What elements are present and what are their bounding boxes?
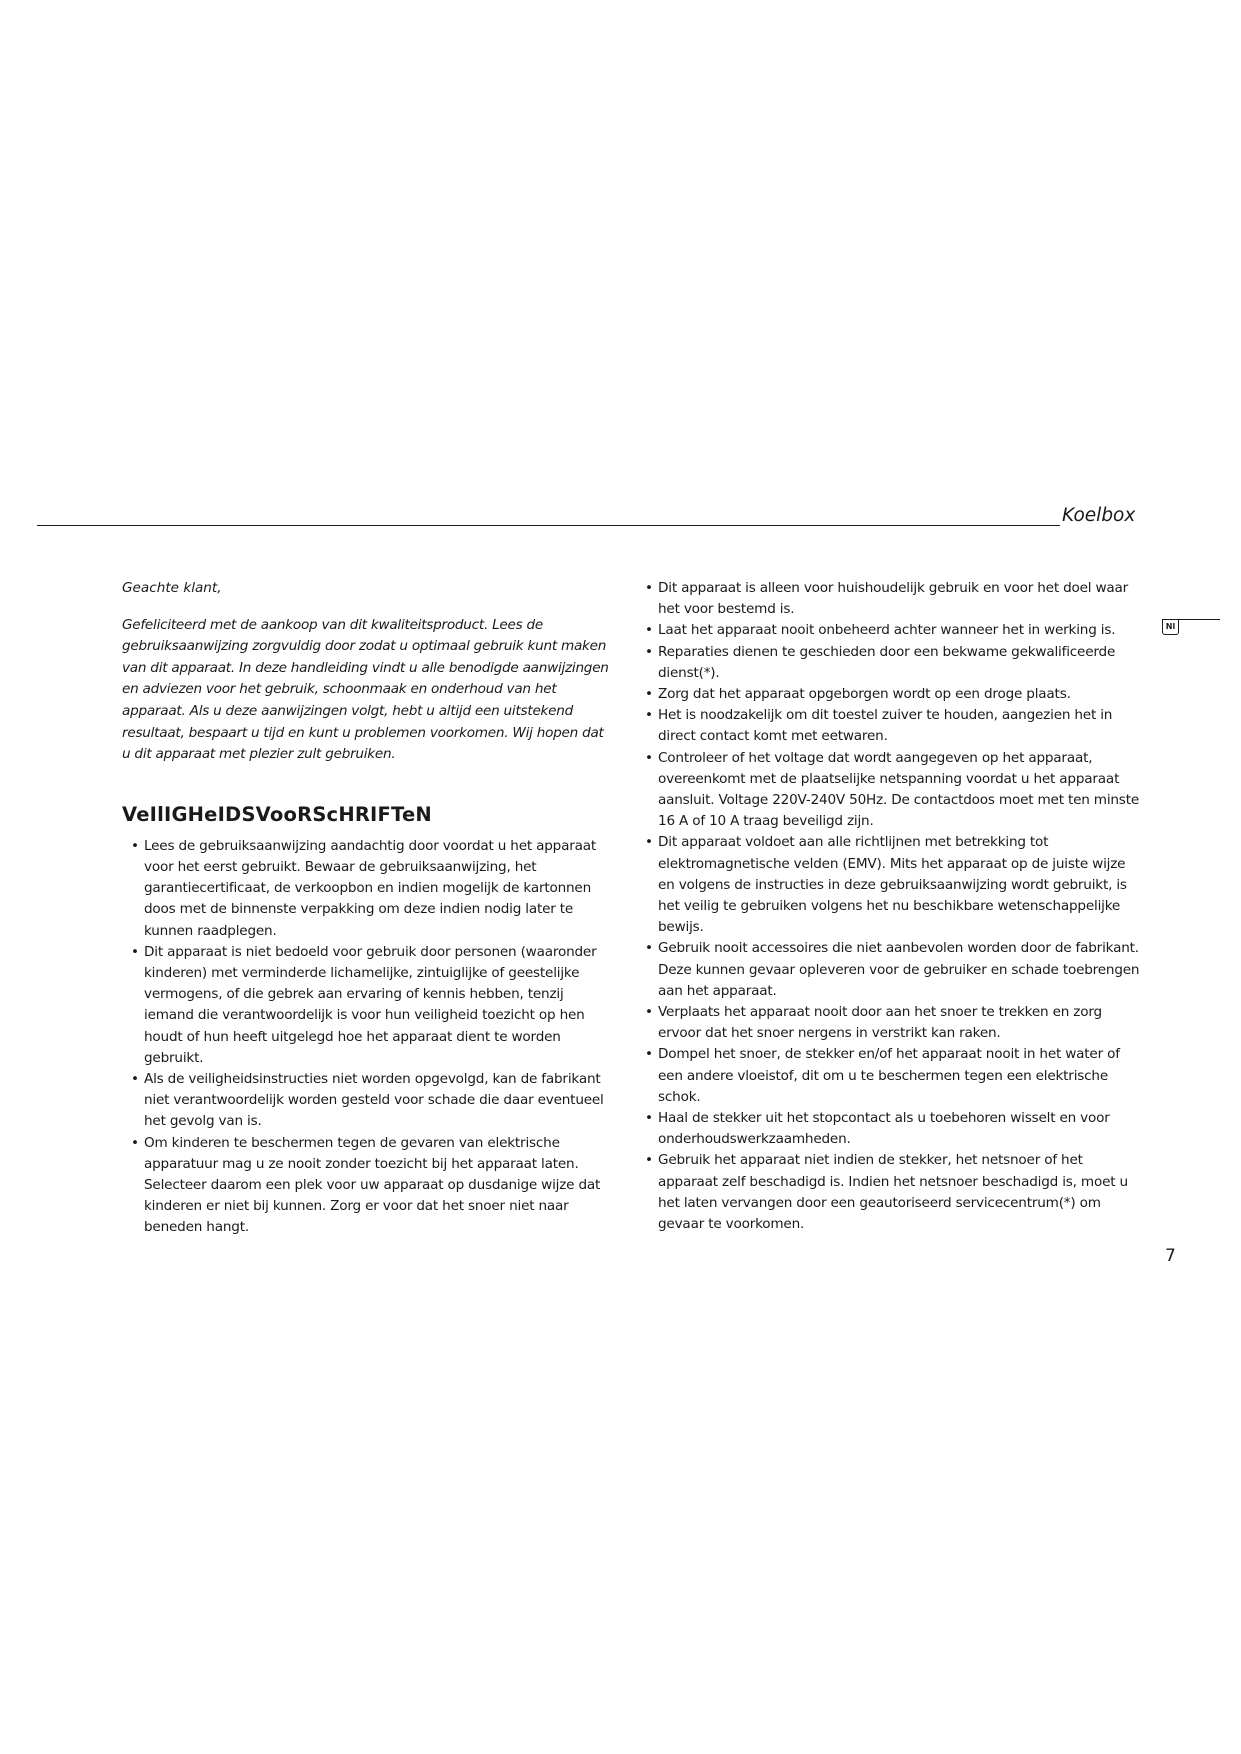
language-tab [1162, 619, 1186, 636]
list-item-text: Lees de gebruiksaanwijzing aandachtig door voordat u het apparaat voor het eerst gebruikt. Bewaar de gebruiksaanwijzing, het garantiecertificaat, de verkoopbon en indien mogelijk de kartonnen doos met de binnenste verpakking om deze indien nodig later te kunnen raadplegen. [144, 837, 597, 939]
list-item-text: Laat het apparaat nooit onbeheerd achter wanneer het in werking is. [658, 622, 1116, 639]
list-item [642, 642, 1142, 684]
list-item [642, 1150, 1142, 1235]
list-item-text: Het is noodzakelijk om dit toestel zuiver te houden, aangezien het in direct contact komt met eetwaren. [658, 707, 1113, 745]
list-item-text: Dit apparaat is alleen voor huishoudelijk gebruik en voor het doel waar het voor bestemd is. [658, 580, 1129, 618]
bullet-icon: • [131, 1134, 139, 1151]
language-tab-label: Nl [1162, 619, 1179, 635]
bullet-icon: • [131, 943, 139, 960]
list-item-text: Controleer of het voltage dat wordt aangegeven op het apparaat, overeenkomt met de plaatselijke netspanning voordat u het apparaat aansluit. Voltage 220V-240V 50Hz. De contactdoos moet met ten minste 16 A of 10 A traag beveiligd zijn. [658, 749, 1139, 830]
bullet-icon: • [645, 1004, 653, 1021]
list-item-text: Reparaties dienen te geschieden door een bekwame gekwalificeerde dienst(*). [658, 643, 1116, 681]
list-item-text: Als de veiligheidsinstructies niet worden opgevolgd, kan de fabrikant niet verantwoordelijk worden gesteld voor schade die daar eventueel het gevolg van is. [144, 1070, 604, 1130]
list-item [128, 942, 614, 1069]
bullet-icon: • [645, 1110, 653, 1127]
list-item [642, 748, 1142, 833]
bullet-icon: • [645, 707, 653, 724]
list-item [642, 705, 1142, 747]
list-item-text: Dit apparaat is niet bedoeld voor gebruik door personen (waaronder kinderen) met verminderde lichamelijke, zintuiglijke of geestelijke vermogens, of die gebrek aan ervaring of kennis hebben, tenzij iemand die verantwoordelijk is voor hun veiligheid toezicht op hen houdt of hun heeft uitgelegd hoe het apparaat dient te worden gebruikt. [144, 943, 597, 1066]
list-item [642, 938, 1142, 1002]
header-title: Koelbox [1062, 505, 1136, 526]
bullet-icon: • [645, 686, 653, 703]
left-bullet-list [128, 836, 614, 1239]
list-item-text: Zorg dat het apparaat opgeborgen wordt op een droge plaats. [658, 686, 1071, 703]
bullet-icon: • [645, 580, 653, 596]
bullet-icon: • [645, 940, 653, 957]
list-item [128, 836, 614, 942]
list-item-text: Gebruik nooit accessoires die niet aanbevolen worden door de fabrikant. Deze kunnen gevaar opleveren voor de gebruiker en schade toebrengen aan het apparaat. [658, 940, 1140, 999]
list-item [642, 578, 1142, 620]
list-item [128, 1133, 614, 1239]
list-item-text: Haal de stekker uit het stopcontact als u toebehoren wisselt en voor onderhoudswerkzaamheden. [658, 1110, 1110, 1148]
bullet-icon: • [645, 834, 653, 851]
bullet-icon: • [645, 1046, 653, 1063]
list-item [642, 832, 1142, 938]
list-item [642, 620, 1142, 641]
bullet-icon: • [645, 1152, 653, 1169]
list-item [642, 1108, 1142, 1150]
list-item-text: Gebruik het apparaat niet indien de stekker, het netsnoer of het apparaat zelf beschadigd is. Indien het netsnoer beschadigd is, moet u het laten vervangen door een geautoriseerd servicecentrum(*) om gevaar te voorkomen. [658, 1152, 1128, 1233]
right-bullet-list [642, 578, 1142, 1235]
list-item [642, 684, 1142, 705]
greeting: Geachte klant, [122, 580, 222, 596]
bullet-icon: • [131, 837, 139, 854]
bullet-icon: • [645, 643, 653, 660]
list-item-text: Dompel het snoer, de stekker en/of het apparaat nooit in het water of een andere vloeistof, dit om u te beschermen tegen een elektrische schok. [658, 1046, 1120, 1105]
list-item-text: Dit apparaat voldoet aan alle richtlijnen met betrekking tot elektromagnetische velden (EMV). Mits het apparaat op de juiste wijze en volgens de instructies in deze gebruiksaanwijzing wordt gebruikt, is het veilig te gebruiken volgens het nu beschikbare wetenschappelijke bewijs. [658, 834, 1127, 936]
list-item [128, 1069, 614, 1133]
list-item-text: Verplaats het apparaat nooit door aan het snoer te trekken en zorg ervoor dat het snoer nergens in verstrikt kan raken. [658, 1004, 1102, 1042]
language-tab-line [1179, 619, 1220, 620]
bullet-icon: • [645, 749, 653, 766]
list-item-text: Om kinderen te beschermen tegen de gevaren van elektrische apparatuur mag u ze nooit zonder toezicht bij het apparaat laten. Selecteer daarom een plek voor uw apparaat op dusdanige wijze dat kinderen er niet bij kunnen. Zorg er voor dat het snoer niet naar beneden hangt. [144, 1134, 601, 1236]
bullet-icon: • [645, 622, 653, 639]
bullet-icon: • [131, 1070, 139, 1087]
right-column [642, 578, 1142, 1235]
page-number: 7 [1165, 1246, 1176, 1266]
list-item [642, 1002, 1142, 1044]
section-title: VeIlIGHeIDSVooRScHRIFTeN [122, 802, 432, 826]
list-item [642, 1044, 1142, 1108]
left-column [122, 578, 614, 1239]
intro-paragraph: Gefeliciteerd met de aankoop van dit kwaliteitsproduct. Lees de gebruiksaanwijzing zorgvuldig door zodat u optimaal gebruik kunt maken van dit apparaat. In deze handleiding vindt u alle benodigde aanwijzingen en adviezen voor het gebruik, schoonmaak en onderhoud van het apparaat. Als u deze aanwijzingen volgt, hebt u altijd een uitstekend resultaat, bespaart u tijd en kunt u problemen voorkomen. Wij hopen dat u dit apparaat met plezier zult gebruiken. [122, 616, 609, 763]
header-rule [37, 525, 1060, 526]
